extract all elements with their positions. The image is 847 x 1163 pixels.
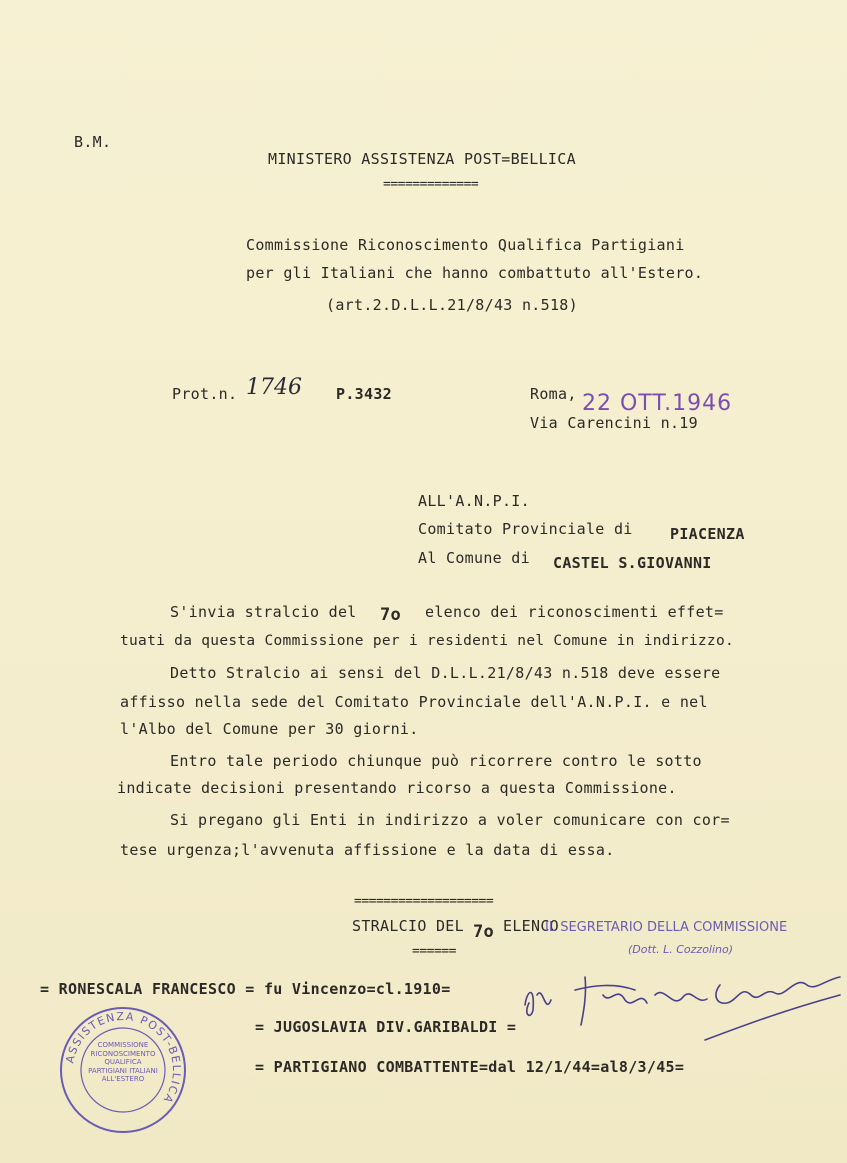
- date-stamp: 22 OTT.1946: [582, 391, 733, 416]
- ministry-heading: MINISTERO ASSISTENZA POST=BELLICA: [268, 150, 576, 168]
- seal-inner-text: COMMISSIONE RICONOSCIMENTO QUALIFICA PARTIGIANI ITALIANI ALL'ESTERO: [88, 1041, 158, 1083]
- place-city: Roma,: [530, 385, 577, 403]
- body-p2-line-1: Detto Stralcio ai sensi del D.L.L.21/8/43 n.518 deve essere: [170, 664, 721, 682]
- extract-entry-line-2: = JUGOSLAVIA DIV.GARIBALDI =: [255, 1018, 517, 1036]
- protocol-label: Prot.n.: [172, 385, 238, 403]
- body-p1-a: S'invia stralcio del: [170, 603, 357, 621]
- body-p2-line-2: affisso nella sede del Comitato Provinciale dell'A.N.P.I. e nel: [120, 693, 708, 711]
- official-seal: [58, 1005, 188, 1135]
- extract-entry-line-3: = PARTIGIANO COMBATTENTE=dal 12/1/44=al8/3/45=: [255, 1058, 685, 1076]
- body-p2-line-3: l'Albo del Comune per 30 giorni.: [120, 720, 419, 738]
- handwritten-signature: [515, 955, 845, 1045]
- recipient-line-3-prefix: Al Comune di: [418, 549, 530, 567]
- protocol-p-number: P.3432: [336, 385, 392, 403]
- body-p1-line-2: tuati da questa Commissione per i residenti nel Comune in indirizzo.: [120, 633, 735, 649]
- extract-entry-line-1: = RONESCALA FRANCESCO = fu Vincenzo=cl.1910=: [40, 980, 451, 998]
- extract-rule-bottom: ======: [412, 944, 456, 959]
- place-address: Via Carencini n.19: [530, 414, 698, 432]
- body-p1-num: 7o: [380, 605, 402, 625]
- commission-line-2: per gli Italiani che hanno combattuto all'Estero.: [246, 264, 704, 282]
- seal-outer-text: ASSISTENZA POST-BELLICA: [63, 1009, 184, 1107]
- recipient-line-3-place: CASTEL S.GIOVANNI: [553, 554, 712, 572]
- body-p3-line-1: Entro tale periodo chiunque può ricorrere contro le sotto: [170, 752, 702, 770]
- signature-title: IL SEGRETARIO DELLA COMMISSIONE: [545, 920, 788, 935]
- body-p3-line-2: indicate decisioni presentando ricorso a questa Commissione.: [117, 779, 677, 797]
- recipient-line-1: ALL'A.N.P.I.: [418, 492, 530, 510]
- ministry-underline: =============: [383, 177, 479, 192]
- extract-title-b: ELENCO: [503, 917, 559, 935]
- extract-title-num: 7o: [473, 922, 495, 942]
- extract-rule-top: ===================: [354, 894, 494, 909]
- recipient-line-2-prefix: Comitato Provinciale di: [418, 520, 633, 538]
- commission-line-1: Commissione Riconoscimento Qualifica Partigiani: [246, 236, 685, 254]
- protocol-number-handwritten: 1746: [246, 375, 302, 400]
- recipient-line-2-place: PIACENZA: [670, 525, 745, 543]
- body-p4-line-2: tese urgenza;l'avvenuta affissione e la data di essa.: [120, 841, 615, 859]
- body-p4-line-1: Si pregano gli Enti in indirizzo a voler comunicare con cor=: [170, 811, 730, 829]
- signature-name: (Dott. L. Cozzolino): [628, 943, 734, 956]
- initials: B.M.: [74, 133, 112, 151]
- commission-line-3: (art.2.D.L.L.21/8/43 n.518): [326, 296, 578, 314]
- extract-title-a: STRALCIO DEL: [352, 917, 464, 935]
- body-p1-b: elenco dei riconoscimenti effet=: [425, 603, 724, 621]
